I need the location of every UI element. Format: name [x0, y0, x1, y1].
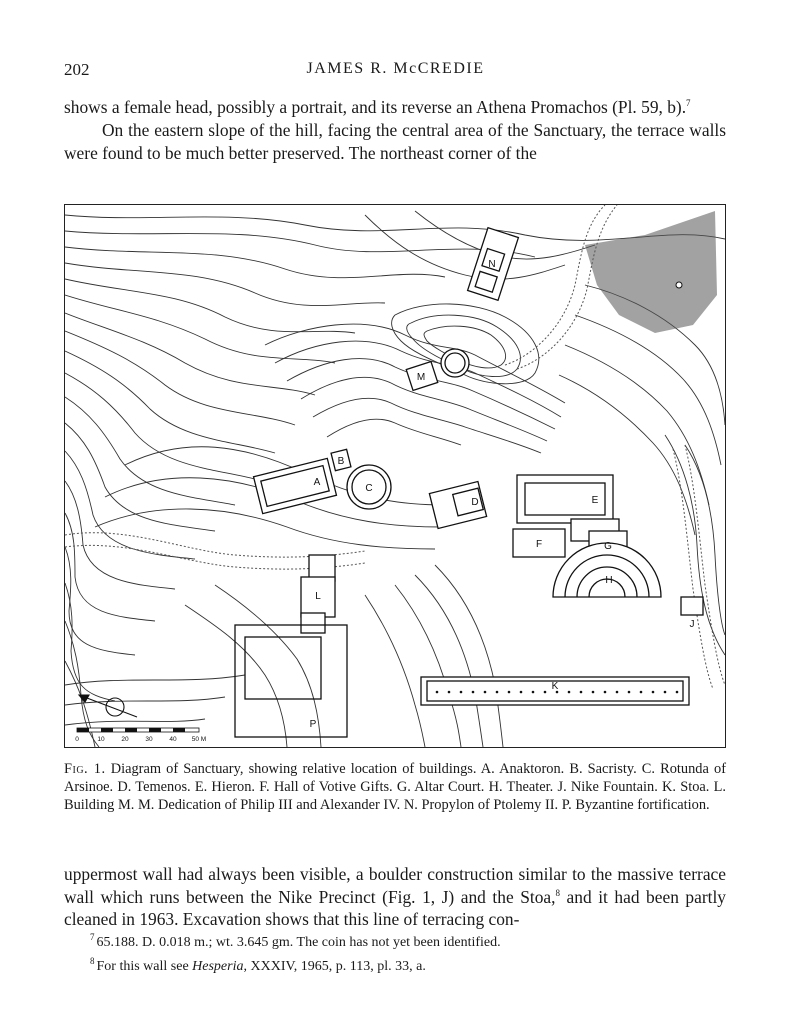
label-f: F: [535, 539, 543, 550]
running-title: JAMES R. McCREDIE: [306, 60, 485, 77]
paragraph-2: On the eastern slope of the hill, facing the central area of the Sanctuary, the terrace walls were found to be much better preserved. The northeast corner of the: [64, 120, 726, 163]
label-d: D: [471, 497, 479, 508]
caption-text: Diagram of Sanctuary, showing relative location of buildings. A. Anaktoron. B. Sacristy. C. Rotunda of Arsinoe. D. Temenos. E. Hieron. F. Hall of Votive Gifts. G. Altar Court. H. Theater. J. Nike Fountain. K. Stoa. L. Building M. M. Dedication of Philip III and Alexander IV. N. Propylon of Ptolemy II. P. Byzantine fortification.: [64, 761, 726, 814]
running-head: [64, 60, 727, 82]
scale-tick-20: 20: [121, 736, 129, 743]
label-l: L: [315, 591, 321, 602]
figure-caption: [64, 760, 726, 815]
paragraph-1: [64, 96, 726, 119]
scarp-hatching: [585, 211, 717, 333]
sanctuary-plan-svg: [65, 205, 725, 747]
scale-tick-30: 30: [145, 736, 153, 743]
label-b: B: [337, 456, 345, 467]
label-c: C: [365, 483, 373, 494]
figure-label: Fig. 1.: [64, 761, 106, 777]
journal-title: Hesperia: [192, 959, 244, 974]
scale-tick-50: 50 M: [191, 736, 207, 743]
continuation-part-1: uppermost wall had always been visible, a boulder construction similar to the massive terrace wall which runs between the Nike Precinct (Fig. 1, J) and the Stoa,: [64, 864, 726, 907]
footnotes: [90, 928, 726, 976]
footnote-number: 8: [90, 956, 95, 966]
footnote-number: 7: [90, 932, 95, 942]
paragraph-1-text: shows a female head, possibly a portrait, and its reverse an Athena Promachos (Pl. 59, b).: [64, 97, 687, 117]
label-k: K: [551, 681, 559, 692]
label-h: H: [605, 575, 613, 586]
label-g: G: [604, 541, 612, 552]
north-arrow-icon: [79, 695, 137, 717]
scale-tick-40: 40: [169, 736, 177, 743]
continuation-paragraph: [64, 863, 726, 931]
footnote-text-pre: For this wall see: [96, 959, 193, 974]
footnote-text: 65.188. D. 0.018 m.; wt. 3.645 gm. The coin has not yet been identified.: [96, 935, 501, 950]
label-e: E: [591, 495, 599, 506]
label-a: A: [313, 477, 321, 488]
intro-text: [64, 96, 726, 165]
scale-tick-0: 0: [75, 736, 79, 743]
label-p: P: [309, 719, 317, 730]
label-m: M: [416, 372, 426, 383]
label-j: J: [689, 619, 695, 630]
footnote-ref-7[interactable]: 7: [686, 98, 691, 108]
continuation-part-2: and it had been partly cleaned in 1963. Excavation shows that this line of terracing con-: [64, 886, 726, 930]
scale-tick-10: 10: [97, 736, 105, 743]
footnote-8: [90, 952, 726, 976]
footnote-7: [90, 928, 726, 952]
footnote-ref-8[interactable]: 8: [555, 887, 560, 898]
page-number: 202: [64, 60, 90, 79]
sanctuary-diagram: [64, 204, 726, 748]
label-n: N: [488, 259, 496, 270]
footnote-text-post: , XXXIV, 1965, p. 113, pl. 33, a.: [243, 959, 426, 974]
